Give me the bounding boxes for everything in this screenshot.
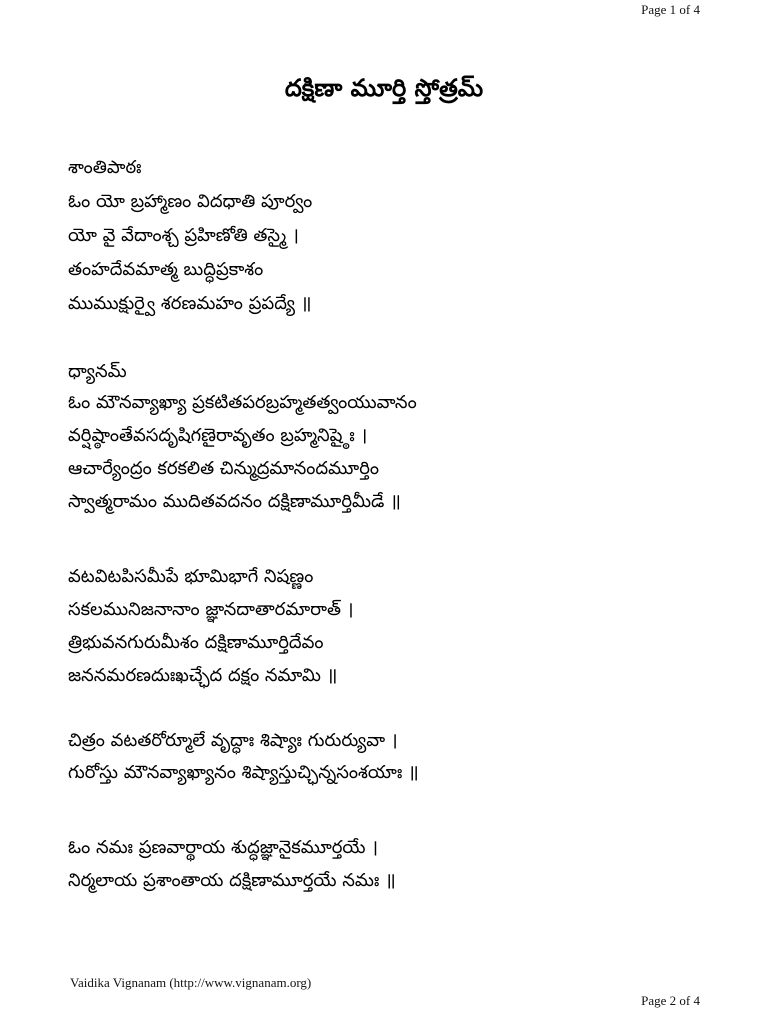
- verse-line: నిర్మలాయ ప్రశాంతాయ దక్షిణామూర్తయే నమః ॥: [68, 870, 396, 891]
- page-number-next: Page 2 of 4: [641, 993, 700, 1008]
- verse-stanza: [68, 560, 354, 692]
- verse-line: ఓం యో బ్రహ్మాణం విదధాతి పూర్వం: [68, 191, 313, 212]
- verse-line: గురోస్తు మౌనవ్యాఖ్యానం శిష్యాస్తుచ్ఛిన్నసంశయాః ॥: [68, 762, 419, 783]
- verse-line: చిత్రం వటతరోర్మూలే వృద్ధాః శిష్యాః గురుర్యువా ।: [68, 730, 398, 751]
- verse-line: ఆచార్యేంద్రం కరకలిత చిన్ముద్రమానందమూర్తిం: [68, 458, 379, 479]
- section-heading: ధ్యానమ్: [68, 361, 127, 382]
- section-heading: శాంతిపాఠః: [68, 157, 142, 178]
- verse-line: ఓం మౌనవ్యాఖ్యా ప్రకటితపరబ్రహ్మతత్వంయువానం: [68, 392, 417, 413]
- verse-line: వటవిటపిసమీపే భూమిభాగే నిషణ్ణం: [68, 566, 314, 587]
- section-shanti-patha: [68, 151, 312, 321]
- verse-line: స్వాత్మరామం ముదితవదనం దక్షిణామూర్తిమీడే ॥: [68, 491, 401, 512]
- verse-line: తంహదేవమాత్మ బుద్ధిప్రకాశం: [68, 259, 264, 280]
- verse-line: త్రిభువనగురుమీశం దక్షిణామూర్తిదేవం: [68, 632, 324, 653]
- verse-line: ఓం నమః ప్రణవార్థాయ శుద్ధజ్ఞానైకమూర్తయే ।: [68, 837, 379, 858]
- page-number-header: Page 1 of 4: [641, 2, 700, 17]
- document-title: దక్షిణా మూర్తి స్తోత్రమ్: [284, 74, 484, 102]
- verse-stanza: [68, 831, 396, 897]
- verse-line: జననమరణదుఃఖచ్ఛేద దక్షం నమామి ॥: [68, 665, 338, 686]
- section-dhyanam: [68, 358, 417, 518]
- verse-line: యో వై వేదాంశ్చ ప్రహిణోతి తస్మై ।: [68, 225, 299, 246]
- verse-line: సకలమునిజనానాం జ్ఞానదాతారమారాత్ ।: [68, 599, 354, 620]
- verse-line: ముముక్షుర్వై శరణమహం ప్రపద్యే ॥: [68, 293, 312, 314]
- verse-line: వర్షిష్ఠాంతేవసదృషిగణైరావృతం బ్రహ్మనిష్ఠైః ।: [68, 425, 368, 446]
- footer-source: Vaidika Vignanam (http://www.vignanam.org): [70, 975, 312, 990]
- verse-stanza: [68, 725, 419, 789]
